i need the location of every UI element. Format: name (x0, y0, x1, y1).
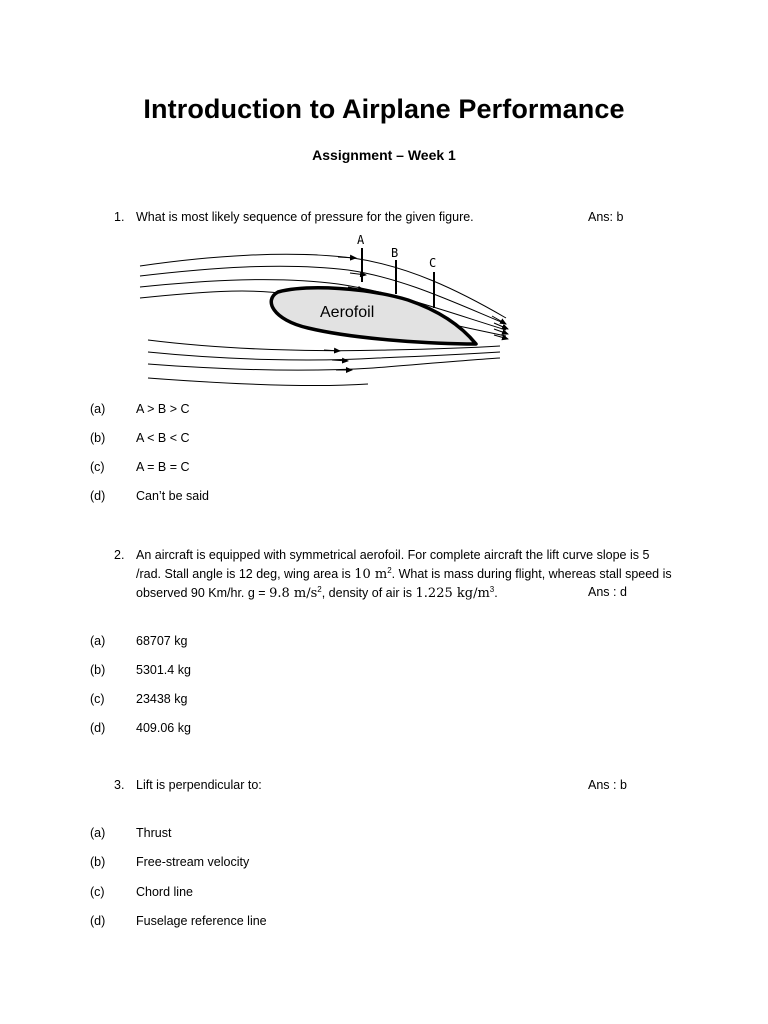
flow-arrow (350, 273, 366, 275)
point-label-b: B (391, 246, 399, 260)
streamline (148, 352, 500, 360)
answer-key: Ans: b (588, 210, 624, 224)
document-title: Introduction to Airplane Performance (143, 94, 625, 124)
math-expression: 9.8 m/s (269, 586, 318, 601)
option-label: (c) (90, 885, 105, 899)
option-text: Thrust (136, 826, 172, 840)
option-text: Chord line (136, 885, 193, 899)
streamline (148, 378, 368, 386)
option-label: (b) (90, 663, 106, 677)
option-label: (c) (90, 460, 105, 474)
flow-arrow (332, 360, 348, 361)
option-text: A = B = C (136, 460, 190, 474)
option-label: (b) (90, 855, 106, 869)
math-expression: 10 m (354, 567, 388, 582)
option-text: 5301.4 kg (136, 663, 191, 677)
question-text-line-3: observed 90 Km/hr. g = 9.8 $m/s^2$, density of air is 1.225 $kg/m^3$. (136, 585, 498, 601)
option-label: (c) (90, 692, 105, 706)
flow-arrow (338, 257, 356, 258)
question-text-line-2: /rad. Stall angle is 12 deg, wing area is 10 $m^2$. What is mass during flight, whereas stall speed is (136, 566, 672, 582)
option-label: (d) (90, 721, 106, 735)
option-text: 23438 kg (136, 692, 188, 706)
option-text: Can’t be said (136, 489, 209, 503)
option-text: Free-stream velocity (136, 855, 250, 869)
question-number: 1. (114, 210, 125, 224)
option-text: A < B < C (136, 431, 190, 445)
question-number: 3. (114, 778, 125, 792)
document-subtitle: Assignment – Week 1 (312, 147, 456, 163)
option-label: (a) (90, 634, 106, 648)
question-text-line-1: An aircraft is equipped with symmetrical aerofoil. For complete aircraft the lift curve slope is 5 (136, 548, 650, 562)
option-text: A > B > C (136, 402, 190, 416)
option-text: 68707 kg (136, 634, 188, 648)
option-text: 409.06 kg (136, 721, 191, 735)
math-expression: 1.225 kg/m (415, 586, 490, 601)
option-label: (d) (90, 489, 106, 503)
aerofoil-label: Aerofoil (320, 304, 375, 321)
option-label: (a) (90, 826, 106, 840)
question-text: What is most likely sequence of pressure for the given figure. (136, 210, 474, 224)
point-label-c: C (429, 256, 437, 270)
option-label: (d) (90, 914, 106, 928)
option-label: (b) (90, 431, 106, 445)
aerofoil-figure (138, 232, 510, 392)
answer-key: Ans : d (588, 585, 627, 599)
option-text: Fuselage reference line (136, 914, 267, 928)
question-text: Lift is perpendicular to: (136, 778, 262, 792)
answer-key: Ans : b (588, 778, 627, 792)
question-number: 2. (114, 548, 125, 562)
point-label-a: A (357, 233, 365, 247)
option-label: (a) (90, 402, 106, 416)
